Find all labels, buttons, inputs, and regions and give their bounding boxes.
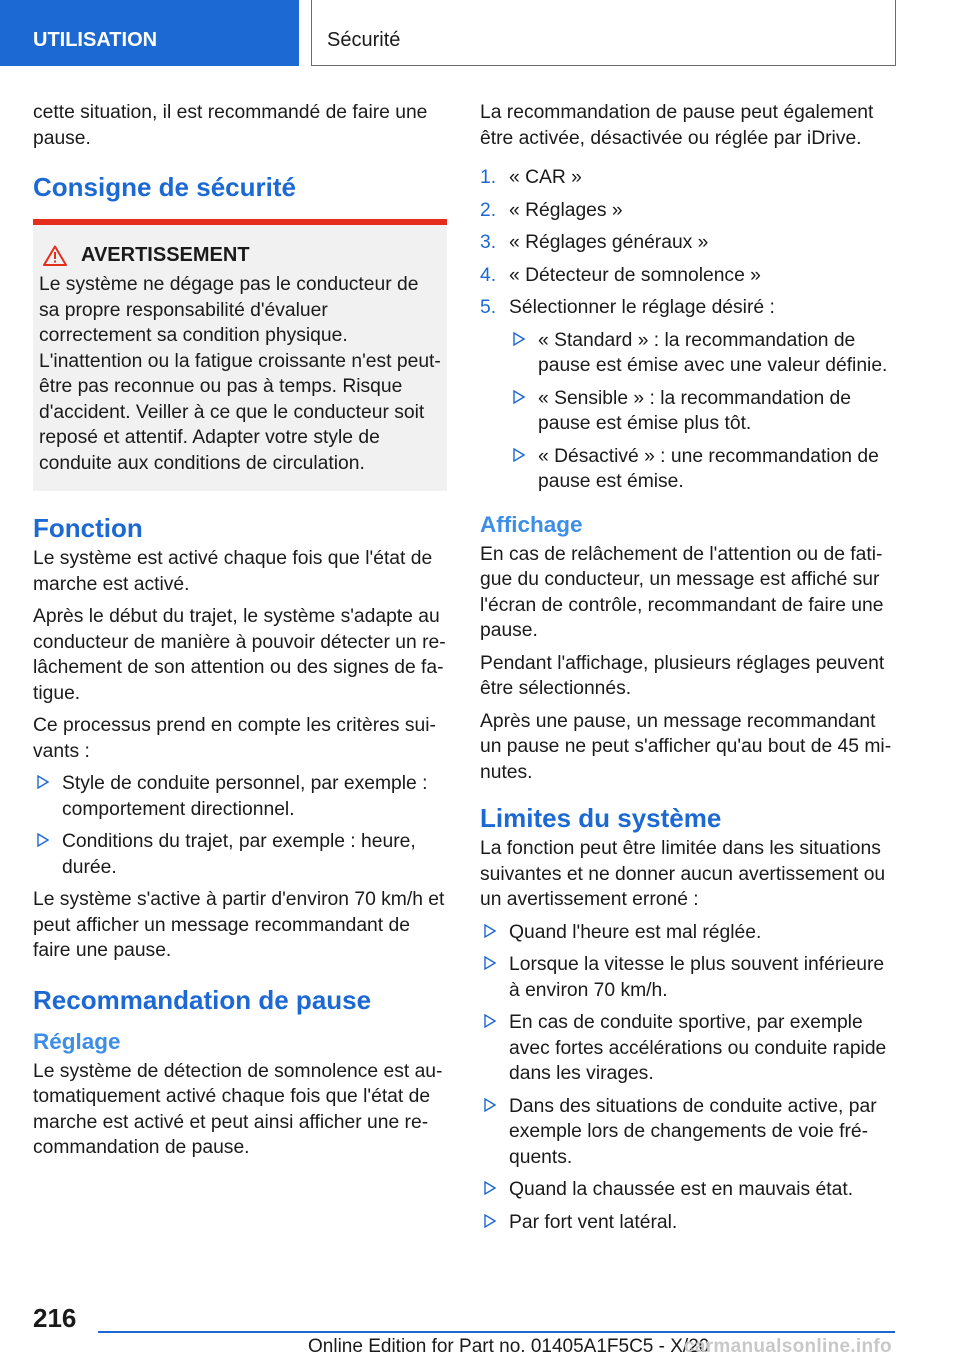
heading-pause-recommendation: Recommandation de pause bbox=[33, 984, 372, 1015]
step-item: 2. « Réglages » bbox=[480, 199, 623, 221]
topic-tab[interactable]: Sécurité bbox=[311, 0, 896, 66]
warning-text: Le système ne dégage pas le conducteur de sa propre responsabilité d'évaluer correctement sa condition physique. L'inattention ou la fatigue croissante n'est peut-être pas reconnue ou pas à temps. Risque d'accident. Veiller à ce que le conducteur soit reposé et attentif. Adapter votre style de conduite aux conditions de circulation. bbox=[39, 274, 441, 474]
heading-system-limits: Limites du système bbox=[480, 803, 722, 833]
triangle-bullet-icon bbox=[37, 833, 49, 847]
left-column bbox=[33, 100, 447, 1168]
list-item: Quand la chaussée est en mauvais état. bbox=[480, 1177, 895, 1203]
intro-text: cette situation, il est recommandé de faire une pause. bbox=[33, 102, 428, 149]
function-paragraph: Le système est activé chaque fois que l'état de marche est activé. bbox=[33, 548, 433, 595]
display-paragraph: En cas de relâchement de l'attention ou de fatigue du conducteur, un message est affiché sur l'écran de contrôle, recommandant de faire une pause. bbox=[480, 543, 884, 641]
triangle-bullet-icon bbox=[37, 775, 49, 789]
heading-display: Affichage bbox=[480, 511, 583, 537]
list-item: « Sensible » : la recommandation de pause est émise plus tôt. bbox=[509, 386, 895, 437]
heading-safety: Consigne de sécurité bbox=[33, 172, 296, 202]
triangle-bullet-icon bbox=[513, 332, 525, 346]
function-paragraph: Après le début du trajet, le système s'adapte au conducteur de manière à pouvoir détecter un relâchement de son attention ou des signes de fatigue. bbox=[33, 606, 446, 704]
list-item: En cas de conduite sportive, par exemple avec fortes accélérations ou conduite rapide dans les virages. bbox=[480, 1010, 895, 1087]
setting-options-list bbox=[509, 328, 895, 495]
triangle-bullet-icon bbox=[484, 924, 496, 938]
display-paragraph: Après une pause, un message recommandant un pause ne peut s'afficher qu'au bout de 45 minutes. bbox=[480, 710, 892, 783]
heading-function: Fonction bbox=[33, 513, 143, 543]
footer-rule bbox=[98, 1331, 895, 1333]
heading-setting: Réglage bbox=[33, 1028, 121, 1054]
triangle-bullet-icon bbox=[484, 956, 496, 970]
function-paragraph: Ce processus prend en compte les critères suivants : bbox=[33, 715, 436, 762]
triangle-bullet-icon bbox=[513, 390, 525, 404]
page-header bbox=[0, 0, 960, 66]
watermark: carmanualsonline.info bbox=[684, 1336, 892, 1357]
step-item: 1. « CAR » bbox=[480, 167, 582, 188]
list-item: « Standard » : la recommandation de pause est émise avec une valeur définie. bbox=[509, 328, 895, 379]
list-item: Par fort vent latéral. bbox=[480, 1210, 895, 1236]
triangle-bullet-icon bbox=[484, 1181, 496, 1195]
triangle-bullet-icon bbox=[484, 1014, 496, 1028]
setting-paragraph: Le système de détection de somnolence est automatiquement activé chaque fois que l'état de marche est activé et peut ainsi afficher une recommandation de pause. bbox=[33, 1060, 443, 1158]
limits-list bbox=[480, 920, 895, 1236]
triangle-bullet-icon bbox=[513, 448, 525, 462]
step-item: 4. « Détecteur de somnolence » bbox=[480, 264, 761, 286]
step-item: 5. Sélectionner le réglage désiré : « Standard » : la recommandation de pause est émise avec une valeur définie. « Sensible » : la recommandation de pause est émise plus tôt. « Désactivé » : une recommandation de pause est émise. bbox=[480, 295, 895, 495]
list-item: Quand l'heure est mal réglée. bbox=[480, 920, 895, 946]
warning-box bbox=[33, 225, 447, 491]
list-item: « Désactivé » : une recommandation de pause est émise. bbox=[509, 444, 895, 495]
list-item: Dans des situations de conduite active, par exemple lors de changements de voie fréquents. bbox=[480, 1094, 895, 1171]
list-item: Style de conduite personnel, par exemple : comportement directionnel. bbox=[33, 771, 447, 822]
triangle-bullet-icon bbox=[484, 1098, 496, 1112]
limits-paragraph: La fonction peut être limitée dans les situations suivantes et ne donner aucun avertissement ou un avertissement erroné : bbox=[480, 838, 886, 910]
right-column bbox=[480, 100, 895, 1242]
footer-edition: Online Edition for Part no. 01405A1F5C5 - X/20 bbox=[308, 1336, 710, 1357]
section-tab[interactable]: UTILISATION bbox=[0, 0, 299, 66]
criteria-list bbox=[33, 771, 447, 880]
intro-text: La recommandation de pause peut également être activée, désactivée ou réglée par iDrive. bbox=[480, 102, 874, 149]
list-item: Lorsque la vitesse le plus souvent inférieure à environ 70 km/h. bbox=[480, 952, 895, 1003]
function-paragraph: Le système s'active à partir d'environ 70 km/h et peut afficher un message recommandant de faire une pause. bbox=[33, 889, 445, 961]
warning-title-row bbox=[39, 244, 441, 267]
steps-list bbox=[480, 165, 895, 495]
page-number: 216 bbox=[33, 1303, 77, 1333]
display-paragraph: Pendant l'affichage, plusieurs réglages peuvent être sélectionnés. bbox=[480, 652, 885, 699]
warning-triangle-icon bbox=[43, 245, 67, 266]
triangle-bullet-icon bbox=[484, 1214, 496, 1228]
warning-title: AVERTISSEMENT bbox=[81, 244, 250, 266]
list-item: Conditions du trajet, par exemple : heure, durée. bbox=[33, 829, 447, 880]
step-item: 3. « Réglages généraux » bbox=[480, 232, 709, 253]
